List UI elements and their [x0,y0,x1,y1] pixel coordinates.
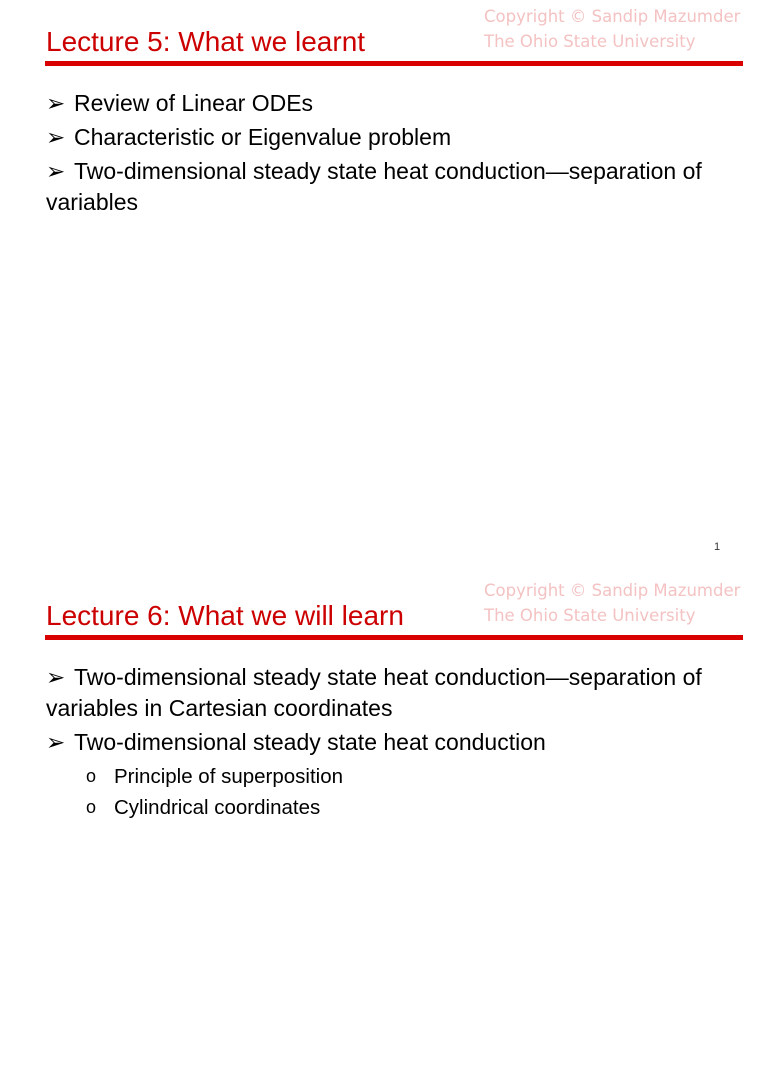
bullet-text: Two-dimensional steady state heat conduction [74,729,546,755]
arrow-bullet-icon: ➢ [46,664,66,690]
bullet-item [46,662,726,724]
bullet-text: Characteristic or Eigenvalue problem [74,124,452,150]
page-number: 1 [714,541,721,553]
bullet-text: Review of Linear ODEs [74,90,314,116]
circle-bullet-icon: o [86,766,97,786]
watermark-line-1: Copyright © Sandip Mazumder [484,581,741,600]
slide-title: Lecture 5: What we learnt [46,26,366,57]
slide-lecture-6 [0,574,768,1086]
arrow-bullet-icon: ➢ [46,158,66,184]
watermark-line-1: Copyright © Sandip Mazumder [484,7,741,26]
bullet-text: Two-dimensional steady state heat conduction—separation of variables [46,158,702,215]
circle-bullet-icon: o [86,797,97,817]
bullet-text: Two-dimensional steady state heat conduction—separation of variables in Cartesian coordinates [46,664,702,721]
bullet-list [46,88,726,221]
copyright-watermark [484,578,740,628]
sub-bullet-item [46,792,726,823]
title-divider [45,61,743,66]
bullet-item [46,727,726,758]
sub-bullet-item [46,761,726,792]
sub-bullet-text: Cylindrical coordinates [114,796,321,819]
arrow-bullet-icon: ➢ [46,729,66,755]
watermark-line-2: The Ohio State University [484,606,696,625]
sub-bullet-text: Principle of superposition [114,765,344,788]
bullet-item [46,156,726,218]
arrow-bullet-icon: ➢ [46,124,66,150]
arrow-bullet-icon: ➢ [46,90,66,116]
watermark-line-2: The Ohio State University [484,32,696,51]
bullet-list [46,662,726,823]
slide-title: Lecture 6: What we will learn [46,600,404,631]
bullet-item [46,88,726,119]
title-divider [45,635,743,640]
copyright-watermark [484,4,740,54]
bullet-item [46,122,726,153]
